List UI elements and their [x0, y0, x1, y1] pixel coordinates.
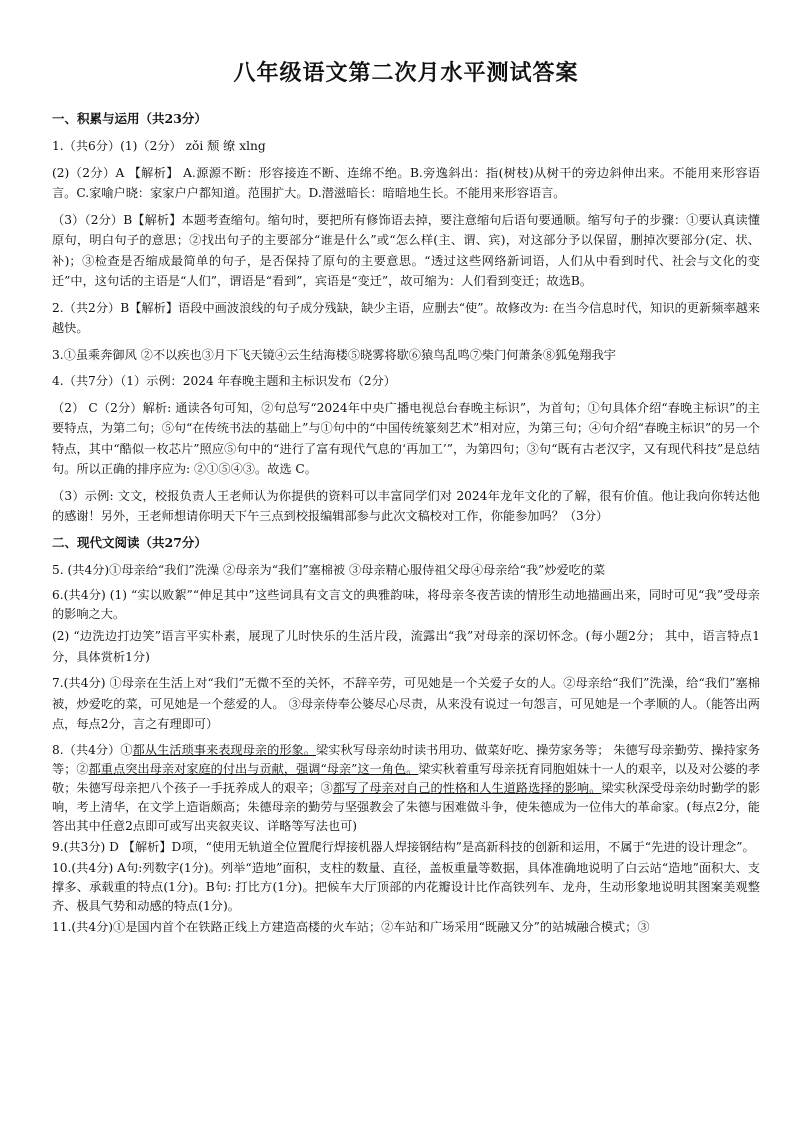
answer-8-part-a: 8.（共4分）①	[52, 742, 133, 757]
section-heading-2: 二、现代文阅读（共27分）	[52, 534, 207, 550]
answer-8-point-3: 都写了母亲对自己的性格和人生道路选择的影响。	[332, 780, 602, 795]
page-title: 八年级语文第二次月水平测试答案	[233, 61, 579, 86]
answer-9: 9.(共3分) D 【解析】D项，“使用无轨道全位置爬行焊接机器人焊接钢结构”是高新科技的创新和运用，不属于“先进的设计理念”。	[52, 839, 755, 854]
answer-8-part-b: 梁实秋写母亲幼时读书用功、做菜好吃、操劳家务等； 朱德写母亲勤劳、操持家务等；②	[52, 742, 761, 776]
answer-10: 10.(共4分) A句:列数字(1分)。列举“造地”面积，支柱的数量、直径，盖板重量等数据，具体准确地说明了白云站“造地”面积大、支撑多、承载重的特点(1分)。B句: 打比方(1分)。把候车大厅顶部的内花瓣设计比作高铁列车、龙舟，生动形象地说明其图案美观整齐、极具气势和动感的特点(1分)。	[52, 860, 760, 913]
answer-8	[52, 741, 760, 836]
answer-1-3: （3）（2分）B【解析】本题考查缩句。缩句时，要把所有修饰语去掉，要注意缩句后语句要通顺。缩写句子的步骤：①要认真读懂原句，明白句子的意思；②找出句子的主要部分“谁是什么”或“怎么样(主、谓、宾)，对这部分予以保留，删掉次要部分(定、状、补)；③检查是否缩成最简单的句子，是否保持了原句的主要意思。“透过这些网络新词语，人们从中看到时代、社会与文化的变迁”中，这句话的主语是“人们”，谓语是“看到”，宾语是“变迁”，故可缩为：人们看到变迁；故选B。	[52, 212, 760, 288]
answer-4-3: （3）示例: 文文，校报负责人王老师认为你提供的资料可以丰富同学们对 2024年龙年文化的了解，很有价值。他让我向你转达他的感谢！另外，王老师想请你明天下午三点到校报编辑部参与此次文稿校对工作，你能参加吗？（3分）	[52, 488, 760, 523]
answer-4-1: 4.（共7分）（1）示例：2024 年春晚主题和主标识发布（2分）	[52, 374, 396, 388]
answer-2: 2.（共2分）B【解析】语段中画波浪线的句子成分残缺，缺少主语，应删去“使”。故修改为: 在当今信息时代，知识的更新频率越来越快。	[52, 300, 760, 335]
answer-11: 11.(共4分)①是国内首个在铁路正线上方建造高楼的火车站；②车站和广场采用“既融又分”的站城融合模式；③	[52, 919, 650, 934]
answer-8-point-1: 都从生活琐事来表现母亲的形象。	[132, 742, 317, 757]
answer-7: 7.(共4分) ①母亲在生活上对“我们”无微不至的关怀，不辞辛劳，可见她是一个关爱子女的人。②母亲给“我们”洗澡，给“我们”塞棉被，炒爱吃的菜，可见她是一个慈爱的人。 ③母亲侍奉公婆尽心尽责，从来没有说过一句怨言，可见她是一个孝顺的人。（能答出两点，每点2分，言之有理即可）	[52, 676, 760, 731]
answer-8-part-d: 梁实秋深受母亲幼时勤学的影响，考上清华，在文学上造诣颇高；朱德母亲的勤劳与坚强教会了朱德与困难做斗争，使朱德成为一位伟大的革命家。(每点2分，能答出其中任意2点即可或写出夹叙夹议、详略等写法也可)	[52, 780, 761, 833]
answer-1-2: (2)（2分）A 【解析】 A.源源不断：形容接连不断、连绵不绝。B.旁逸斜出：指(树枝)从树干的旁边斜伸出来。不能用来形容语言。C.家喻户晓：家家户户都知道。范围扩大。D.潜滋暗长：暗暗地生长。不能用来形容语言。	[52, 165, 760, 200]
answer-sheet	[52, 48, 760, 939]
answer-6-1: 6.(共4分) (1) “实以败絮”“伸足其中”这些词具有文言文的典雅韵味，将母亲冬夜苦读的情形生动地描画出来，同时可见“我”受母亲的影响之大。	[52, 588, 760, 621]
answer-3: 3.①虽乘奔御风 ②不以疾也③月下飞天镜④云生结海楼⑤晓雾将歇⑥猿鸟乱鸣⑦柴门何萧条⑧狐兔翔我宇	[52, 347, 616, 362]
answer-6-2: (2) “边洗边打边笑”语言平实朴素，展现了儿时快乐的生活片段，流露出“我”对母亲的深切怀念。(每小题2分； 其中，语言特点1分，具体赏析1分)	[52, 629, 760, 664]
answer-8-point-2: 都重点突出母亲对家庭的付出与贡献，强调“母亲”这一角色。	[88, 761, 419, 776]
answer-1-1: 1.（共6分）(1)（2分） zǒi 颓 缭 xlng	[52, 139, 266, 153]
answer-8-part-c: 梁实秋着重写母亲抚育同胞姐妹十一人的艰辛，以及对公婆的孝敬；朱德写母亲把八个孩子一手抚养成人的艰辛；③	[52, 761, 761, 795]
answer-5: 5. (共4分)①母亲给“我们”洗澡 ②母亲为“我们”塞棉被 ③母亲精心服侍祖父母④母亲给“我”炒爱吃的菜	[52, 562, 606, 577]
section-heading-1: 一、积累与运用（共23分）	[52, 111, 207, 126]
answer-4-2: （2） C（2分）解析: 通读各句可知，②句总写“2024年中央广播电视总台春晚主标识”，为首句；①句具体介绍“春晚主标识”的主要特点，为第二句；⑤句“在传统书法的基础上”与①句中的“中国传统篆刻艺术”相对应，为第三句；④句介绍“春晚主标识”的另一个特点，其中“酷似一枚芯片”照应⑤句中的“进行了富有现代气息的‘再加工’”，为第四句；③句“既有古老汉字，又有现代科技”是总结句。所以正确的排序应为: ②①⑤④③。故选 C。	[52, 400, 760, 476]
